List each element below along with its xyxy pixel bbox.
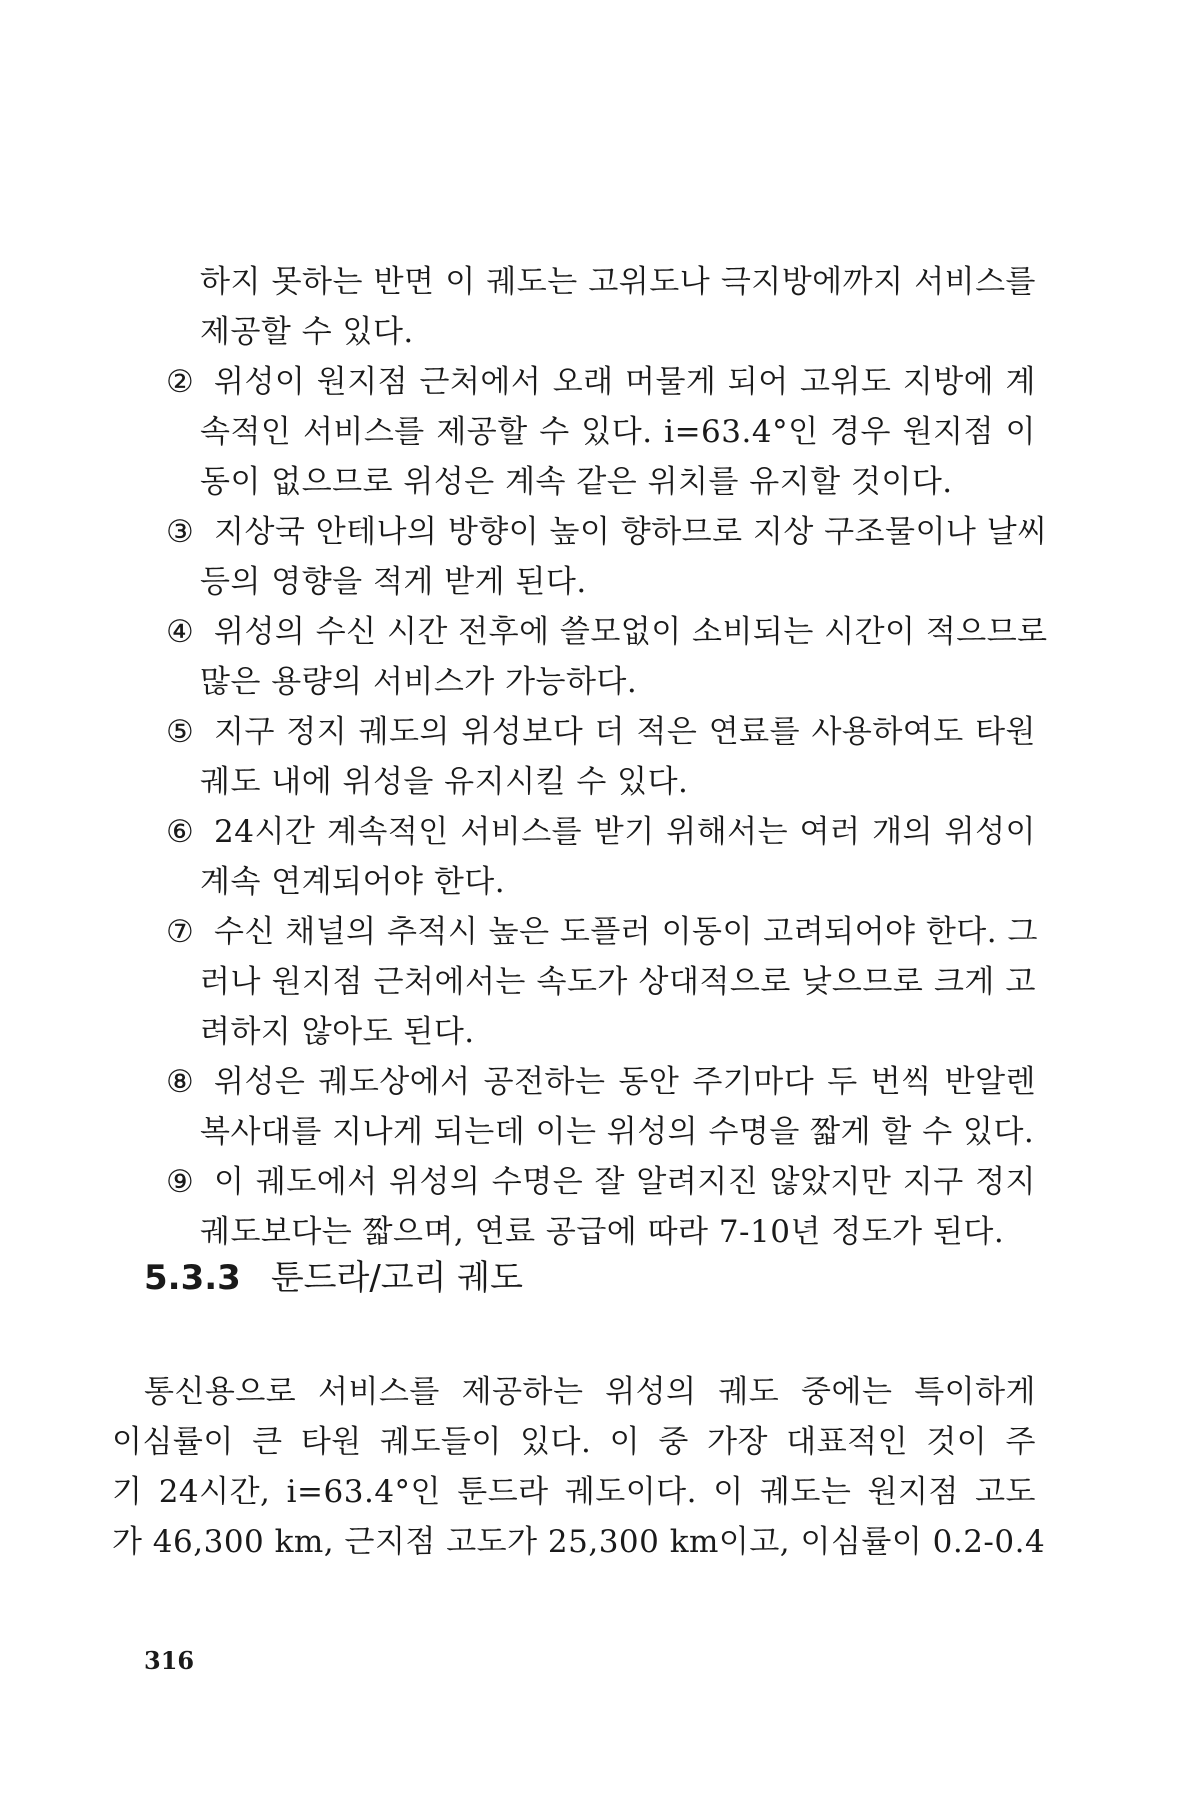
list-item-line: 위성의 수신 시간 전후에 쓸모없이 소비되는 시간이 적으므로	[214, 614, 1048, 650]
list-item-line: 지구 정지 궤도의 위성보다 더 적은 연료를 사용하여도 타원	[214, 714, 1036, 750]
paragraph-line: 이심률이 큰 타원 궤도들이 있다. 이 중 가장 대표적인 것이 주	[112, 1424, 1036, 1460]
list-item-line: 궤도 내에 위성을 유지시킬 수 있다.	[200, 764, 689, 800]
section-number: 5.3.3	[144, 1258, 241, 1298]
list-marker: ②	[166, 364, 195, 400]
list-item-line: 계속 연계되어야 한다.	[200, 864, 506, 900]
list-marker: ⑨	[166, 1164, 195, 1200]
section-title: 툰드라/고리 궤도	[270, 1258, 523, 1298]
list-item-line: 24시간 계속적인 서비스를 받기 위해서는 여러 개의 위성이	[214, 814, 1036, 850]
list-marker: ⑦	[166, 914, 195, 950]
list-item-line: 이 궤도에서 위성의 수명은 잘 알려지진 않았지만 지구 정지	[214, 1164, 1036, 1200]
page-number: 316	[144, 1646, 195, 1675]
list-marker: ⑧	[166, 1064, 195, 1100]
list-marker: ⑥	[166, 814, 195, 850]
list-item-line: 위성은 궤도상에서 공전하는 동안 주기마다 두 번씩 반알렌	[214, 1064, 1036, 1100]
list-continuation-line: 하지 못하는 반면 이 궤도는 고위도나 극지방에까지 서비스를	[200, 264, 1036, 300]
section-heading	[144, 1256, 523, 1300]
list-item-line: 궤도보다는 짧으며, 연료 공급에 따라 7-10년 정도가 된다.	[200, 1214, 1005, 1250]
list-marker: ④	[166, 614, 195, 650]
list-continuation-line: 제공할 수 있다.	[200, 314, 414, 350]
list-item-line: 지상국 안테나의 방향이 높이 향하므로 지상 구조물이나 날씨	[214, 514, 1048, 550]
list-item-line: 속적인 서비스를 제공할 수 있다. i=63.4°인 경우 원지점 이	[200, 414, 1036, 450]
list-item-line: 동이 없으므로 위성은 계속 같은 위치를 유지할 것이다.	[200, 464, 953, 500]
list-marker: ⑤	[166, 714, 195, 750]
list-marker: ③	[166, 514, 195, 550]
list-item-line: 수신 채널의 추적시 높은 도플러 이동이 고려되어야 한다. 그	[214, 914, 1038, 950]
paragraph-line: 기 24시간, i=63.4°인 툰드라 궤도이다. 이 궤도는 원지점 고도	[112, 1474, 1036, 1510]
list-item-line: 많은 용량의 서비스가 가능하다.	[200, 664, 638, 700]
list-item-line: 복사대를 지나게 되는데 이는 위성의 수명을 짧게 할 수 있다.	[200, 1114, 1035, 1150]
paragraph-line: 가 46,300 km, 근지점 고도가 25,300 km이고, 이심률이 0.2-0.4	[112, 1524, 1046, 1560]
list-item-line: 등의 영향을 적게 받게 된다.	[200, 564, 587, 600]
list-item-line: 위성이 원지점 근처에서 오래 머물게 되어 고위도 지방에 계	[214, 364, 1036, 400]
list-item-line: 러나 원지점 근처에서는 속도가 상대적으로 낮으므로 크게 고	[200, 964, 1036, 1000]
list-item-line: 려하지 않아도 된다.	[200, 1014, 475, 1050]
paragraph-line: 통신용으로 서비스를 제공하는 위성의 궤도 중에는 특이하게	[144, 1374, 1036, 1410]
